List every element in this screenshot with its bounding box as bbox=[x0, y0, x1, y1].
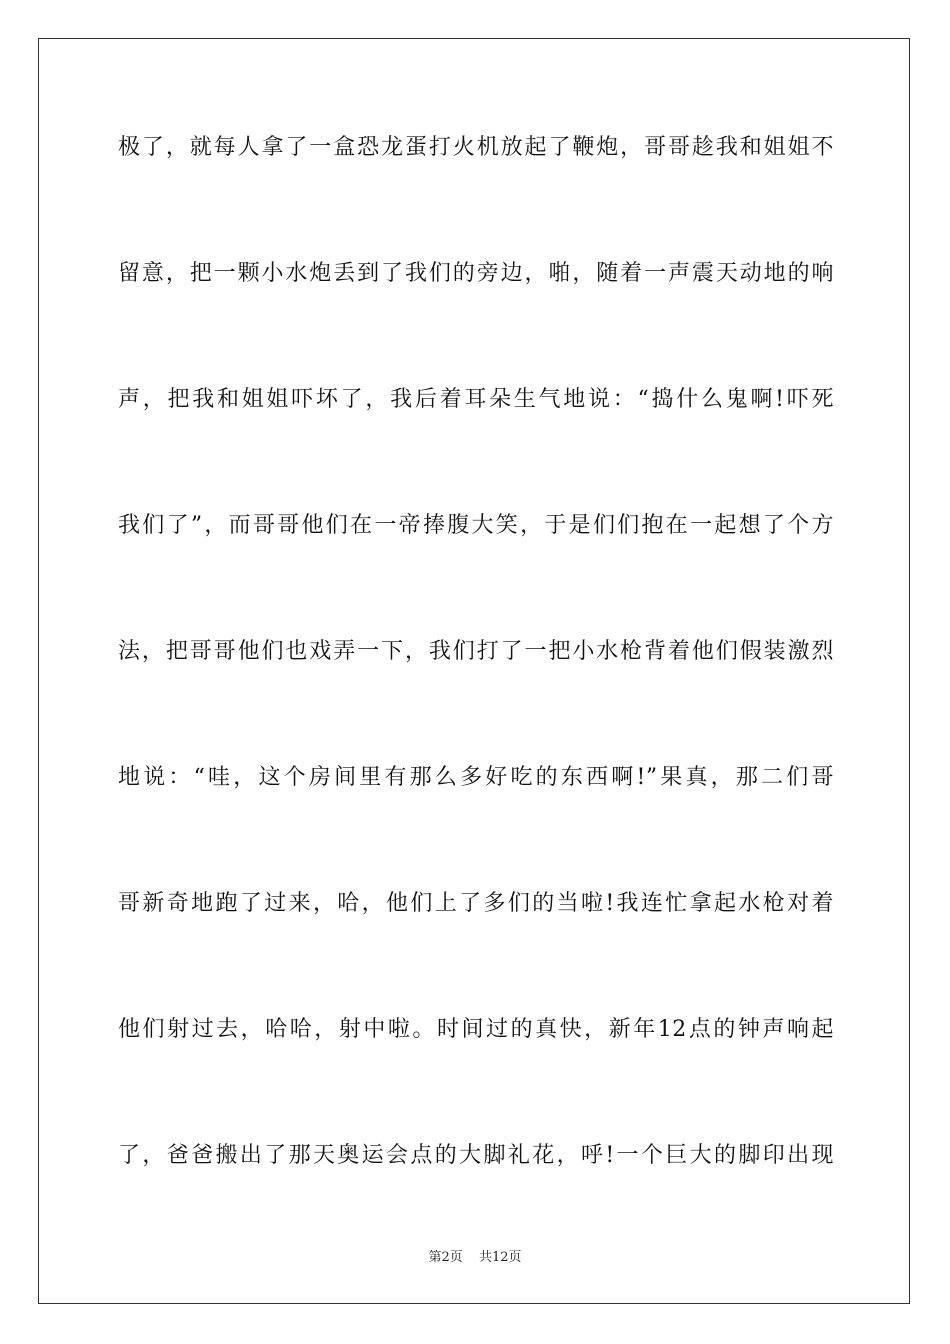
text-line: 了，爸爸搬出了那天奥运会点的大脚礼花，呼!一个巨大的脚印出现 bbox=[118, 1143, 834, 1168]
text-line: 极了，就每人拿了一盒恐龙蛋打火机放起了鞭炮，哥哥趁我和姐姐不 bbox=[118, 135, 834, 160]
text-line: 声，把我和姐姐吓坏了，我后着耳朵生气地说：“捣什么鬼啊!吓死 bbox=[118, 387, 834, 412]
text-line: 他们射过去，哈哈，射中啦。时间过的真快，新年12点的钟声响起 bbox=[118, 1017, 834, 1042]
page-number: 第2页 bbox=[428, 1250, 463, 1265]
page-footer bbox=[0, 1246, 950, 1265]
text-line: 留意，把一颗小水炮丢到了我们的旁边，啪，随着一声震天动地的响 bbox=[118, 261, 834, 286]
text-line: 法，把哥哥他们也戏弄一下，我们打了一把小水枪背着他们假装激烈 bbox=[118, 639, 834, 664]
document-body bbox=[118, 122, 834, 1256]
text-line: 我们了”，而哥哥他们在一帝捧腹大笑，于是们们抱在一起想了个方 bbox=[118, 513, 834, 538]
text-line: 地说：“哇，这个房间里有那么多好吃的东西啊!”果真，那二们哥 bbox=[118, 765, 834, 790]
total-pages: 共12页 bbox=[478, 1250, 522, 1265]
text-line: 哥新奇地跑了过来，哈，他们上了多们的当啦!我连忙拿起水枪对着 bbox=[118, 891, 834, 916]
